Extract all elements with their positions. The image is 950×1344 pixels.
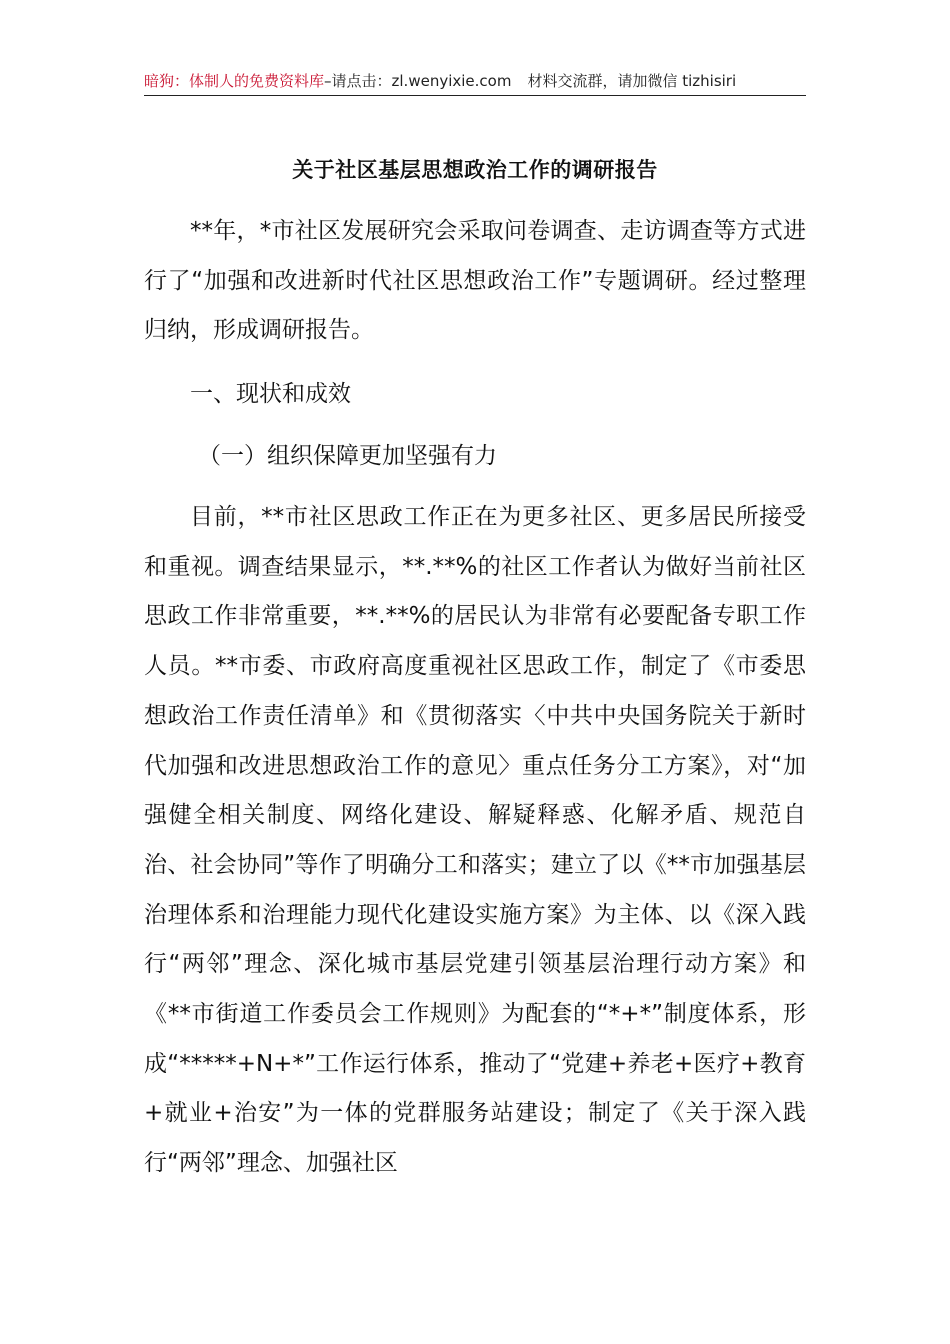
document-title: 关于社区基层思想政治工作的调研报告 <box>292 158 658 182</box>
subsection-heading: （一）组织保障更加坚强有力 <box>198 443 497 469</box>
header-click-prompt[interactable]: –请点击：zl.wenyixie.com <box>324 72 512 90</box>
body-paragraph: 目前，**市社区思政工作正在为更多社区、更多居民所接受和重视。调查结果显示，**.**%的社区工作者认为做好当前社区思政工作非常重要，**.**%的居民认为非常有必要配备专职工作人员。**市委、市政府高度重视社区思政工作，制定了《市委思想政治工作责任清单》和《贯彻落实〈中共中央国务院关于新时代加强和改进思想政治工作的意见〉重点任务分工方案》，对“加强健全相关制度、网络化建设、解疑释惑、化解矛盾、规范自治、社会协同”等作了明确分工和落实；建立了以《**市加强基层治理体系和治理能力现代化建设实施方案》为主体、以《深入践行“两邻”理念、深化城市基层党建引领基层治理行动方案》和《**市街道工作委员会工作规则》为配套的“*+*”制度体系，形成“*****+N+*”工作运行体系，推动了“党建+养老+医疗+教育+就业+治安”为一体的党群服务站建设；制定了《关于深入践行“两邻”理念、加强社区 <box>144 504 806 1177</box>
header-brand-link[interactable]: 暗狗：体制人的免费资料库 <box>144 72 325 90</box>
header-divider <box>144 95 806 96</box>
intro-paragraph: **年，*市社区发展研究会采取问卷调查、走访调查等方式进行了“加强和改进新时代社区思想政治工作”专题调研。经过整理归纳，形成调研报告。 <box>144 218 806 344</box>
header-group-note: 材料交流群，请加微信 tizhisiri <box>527 72 737 90</box>
section-heading: 一、现状和成效 <box>190 381 351 407</box>
page-header <box>144 68 806 94</box>
